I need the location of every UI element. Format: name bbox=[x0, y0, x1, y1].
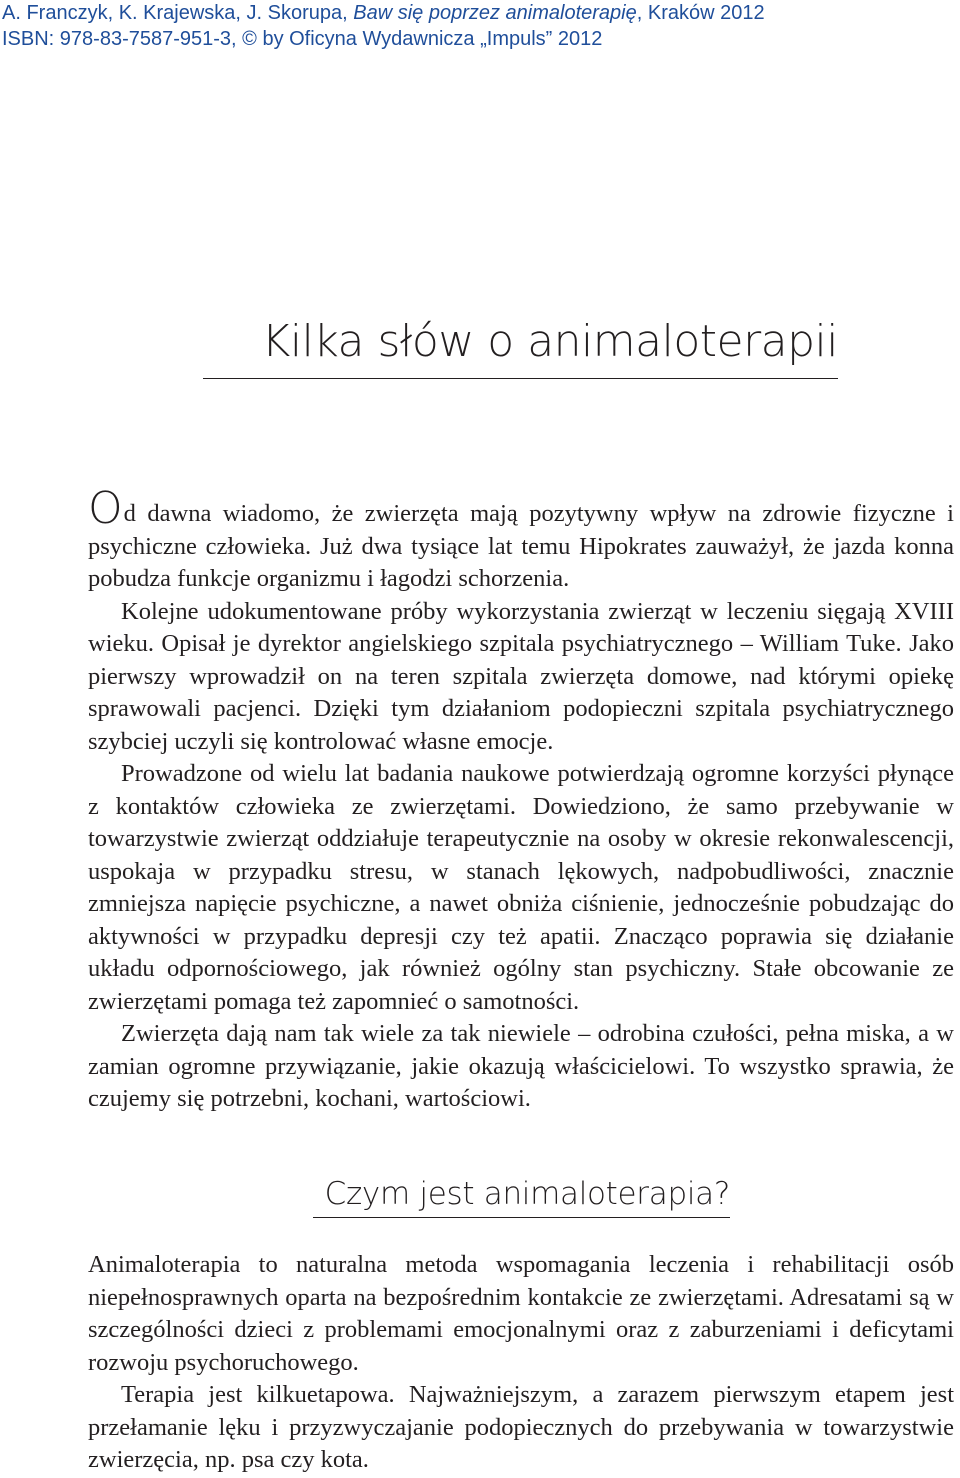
paragraph-1 bbox=[88, 483, 954, 596]
citation-header bbox=[0, 0, 960, 52]
drop-letter: O bbox=[88, 483, 123, 534]
citation-place-year: , Kraków 2012 bbox=[636, 2, 765, 24]
section-body bbox=[88, 1249, 954, 1477]
paragraph-2: Kolejne udokumentowane próby wykorzystania zwierząt w leczeniu sięgają XVIII wieku. Opisał je dyrektor angielskiego szpitala psychiatrycznego – William Tuke. Jako pierwszy wprowadził on na teren szpitala zwierzęta domowe, nad którymi opiekę sprawowali pacjenci. Dzięki tym działaniom podopieczni szpitala psychiatrycznego szybciej uczyli się kontrolować własne emocje. bbox=[88, 597, 954, 755]
chapter-body bbox=[88, 483, 954, 1116]
section-paragraph-1: Animaloterapia to naturalna metoda wspomagania leczenia i rehabilitacji osób niepełnosprawnych oparta na bezpośrednim kontakcie ze zwierzętami. Adresatami są w szczególności dzieci z problemami emocjonalnymi oraz z zaburzeniami i deficytami rozwoju psychoruchowego. bbox=[88, 1251, 954, 1376]
chapter-title: Kilka słów o animaloterapii bbox=[261, 316, 838, 367]
chapter-title-rule bbox=[203, 378, 838, 379]
section-paragraph-2: Terapia jest kilkuetapowa. Najważniejszym, a zarazem pierwszym etapem jest przełamanie lęku i przyzwyczajanie podopiecznych do przebywania w towarzystwie zwierzęcia, np. psa czy kota. bbox=[88, 1381, 954, 1473]
paragraph-1-text: d dawna wiadomo, że zwierzęta mają pozytywny wpływ na zdrowie fizyczne i psychiczne człowieka. Już dwa tysiące lat temu Hipokrates zauważył, że jazda konna pobudza funkcje organizmu i łagodzi schorzenia. bbox=[88, 500, 954, 592]
citation-line-2: ISBN: 978-83-7587-951-3, © by Oficyna Wydawnicza „Impuls” 2012 bbox=[2, 28, 603, 50]
citation-line-1 bbox=[2, 0, 960, 26]
citation-authors: A. Franczyk, K. Krajewska, J. Skorupa, bbox=[2, 2, 354, 24]
paragraph-3: Prowadzone od wielu lat badania naukowe potwierdzają ogromne korzyści płynące z kontaktów człowieka ze zwierzętami. Dowiedziono, że samo przebywanie w towarzystwie zwierząt oddziałuje terapeutycznie na osoby w okresie rekonwalescencji, uspokaja w przypadku stresu, w stanach lękowych, nadpobudliwości, znacznie zmniejsza napięcie psychiczne, a nawet obniża ciśnienie, jednocześnie pobudzając do aktywności w przypadku depresji czy też apatii. Znacząco poprawia się działanie układu odpornościowego, jak również ogólny stan psychiczny. Stałe obcowanie ze zwierzętami pomaga też zapomnieć o samotności. bbox=[88, 760, 954, 1015]
citation-book-title: Baw się poprzez animaloterapię bbox=[353, 2, 637, 24]
section-title-rule bbox=[313, 1217, 730, 1218]
paragraph-4: Zwierzęta dają nam tak wiele za tak niewiele – odrobina czułości, pełna miska, a w zamian ogromne przywiązanie, jakie okazują właścicielowi. To wszystko sprawia, że czujemy się potrzebni, kochani, wartościowi. bbox=[88, 1020, 954, 1112]
section-title: Czym jest animaloterapia? bbox=[324, 1176, 730, 1212]
